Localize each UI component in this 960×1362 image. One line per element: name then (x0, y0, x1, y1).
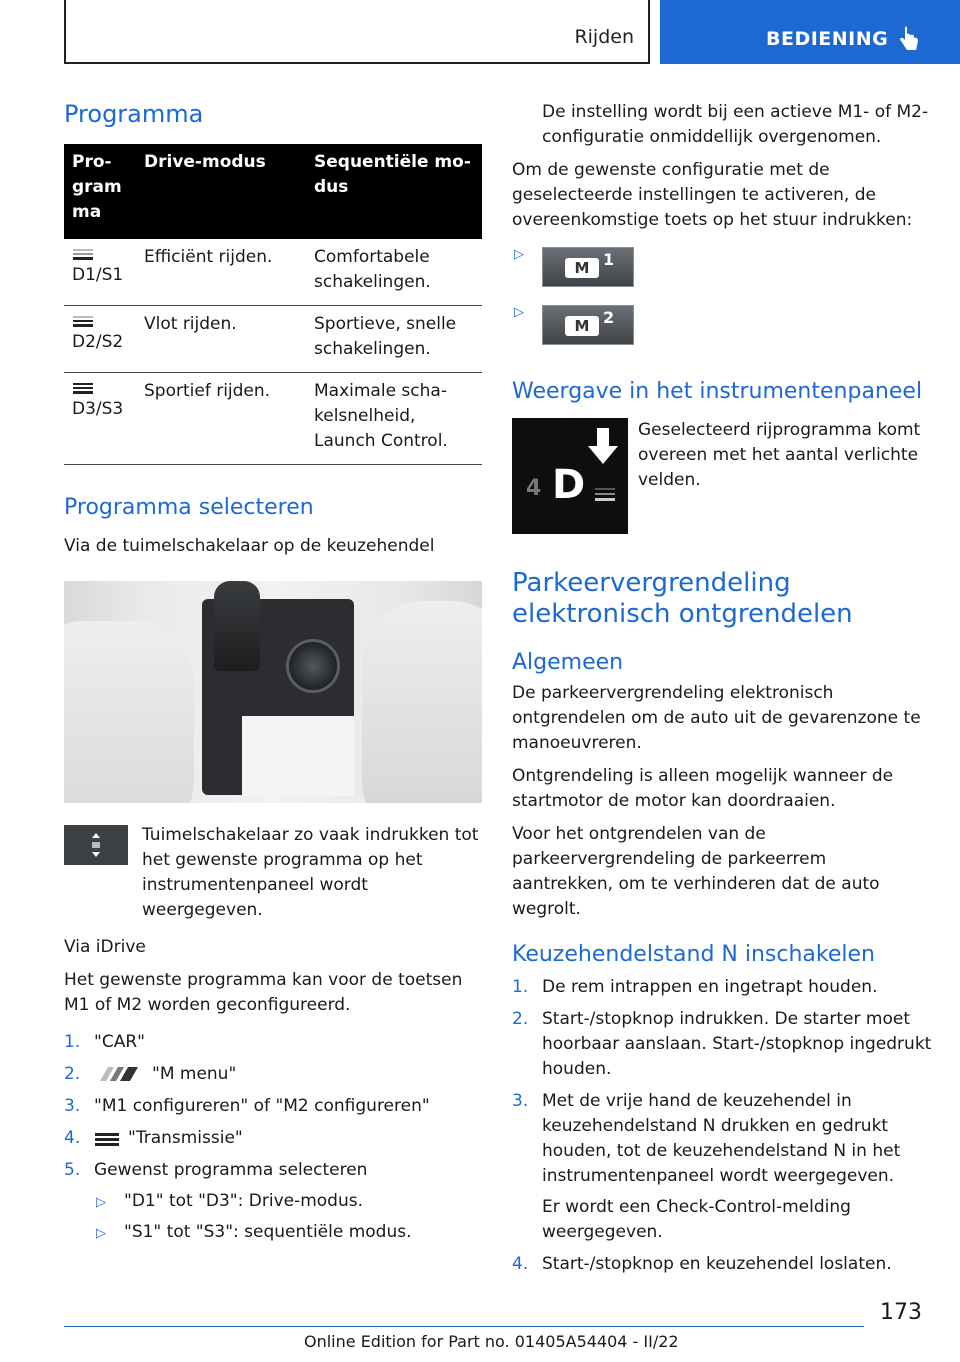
triangle-bullet-icon: ▷ (96, 1195, 106, 1210)
list-item: 2. "M menu" (64, 1064, 237, 1084)
general-paragraph-3: Voor het ontgrendelen van de parkeervergrendeling de parkeerrem aantrekken, om te verhinderen dat de auto wegrolt. (512, 824, 880, 919)
section-heading-neutral: Keuzehendelstand N inschakelen (512, 942, 875, 967)
header-section-title: Rijden (574, 26, 634, 48)
program-level-3-icon (72, 379, 94, 395)
check-control-note: Er wordt een Check-Control-melding weergegeven. (542, 1197, 851, 1242)
rocker-switch-icon (64, 825, 128, 865)
program-table (64, 144, 482, 465)
triangle-bullet-icon: ▷ (514, 247, 524, 262)
section-heading-general: Algemeen (512, 650, 624, 675)
program-level-icon (594, 484, 616, 502)
transmission-icon (94, 1129, 120, 1147)
program-cell (64, 239, 136, 306)
left-column (64, 100, 482, 1252)
m1-button-row (512, 247, 932, 293)
list-item: 3. Met de vrije hand de keuzehendel in keuzehendelstand N drukken en gedrukt houden, tot de keuzehendelstand N in het instrumentenpaneel wordt weergegeven. Er wordt een Check-Control-melding weergegeven. (512, 1089, 932, 1245)
sequential-cell: Comfortabele schakelingen. (306, 239, 482, 306)
footer-divider (64, 1326, 864, 1327)
config-intro-text: De instelling wordt bij een actieve M1- of M2-configuratie onmiddellijk overgenomen. (542, 102, 929, 147)
sequential-cell: Maximale scha- kelsnelheid, Launch Control. (306, 373, 482, 465)
display-block (512, 418, 932, 544)
section-heading-programma: Programma (64, 100, 204, 128)
general-paragraph-1: De parkeervergrendeling elektronisch ontgrendelen om de auto uit de gevarenzone te manoeuvreren. (512, 683, 921, 753)
m-stripes-icon (94, 1065, 144, 1083)
drive-cell: Efficiënt rijden. (136, 239, 306, 306)
right-column (512, 100, 932, 1284)
triangle-bullet-icon: ▷ (96, 1226, 106, 1241)
table-header-drive: Drive-modus (136, 144, 306, 239)
drive-cell: Sportief rijden. (136, 373, 306, 465)
list-item: 2. Start-/stopknop indrukken. De starter moet hoorbaar aanslaan. Start-/stopknop ingedrukt houden. (512, 1009, 932, 1079)
section-heading-select: Programma selecteren (64, 495, 314, 520)
list-item: 1. "CAR" (64, 1032, 145, 1052)
list-item: ▷ "D1" tot "D3": Drive-modus. (94, 1189, 482, 1214)
program-level-1-icon (72, 245, 94, 261)
idrive-controller-knob (286, 639, 340, 693)
table-header-sequential: Sequentiële mo- dus (306, 144, 482, 239)
activate-text: Om de gewenste configuratie met de geselecteerde instellingen te activeren, de overeenkomstige toets op het stuur indrukken: (512, 160, 913, 230)
hand-pointer-icon (896, 26, 920, 54)
triangle-bullet-icon: ▷ (514, 305, 524, 320)
footer-edition: Online Edition for Part no. 01405A54404 - II/22 (304, 1332, 679, 1351)
list-item: 4. Start-/stopknop en keuzehendel loslaten. (512, 1254, 892, 1274)
gear-selector-lever (214, 581, 260, 671)
list-item: 4. "Transmissie" (64, 1128, 243, 1148)
display-text: Geselecteerd rijprogramma komt overeen met het aantal verlichte velden. (638, 420, 921, 490)
idrive-steps (64, 1030, 482, 1245)
rocker-instruction (64, 823, 482, 923)
table-header-row (64, 144, 482, 239)
drive-cell: Vlot rijden. (136, 306, 306, 373)
neutral-steps (512, 975, 932, 1277)
program-label: D1/S1 (72, 265, 124, 285)
console-photo (64, 581, 482, 803)
sequential-cell: Sportieve, snelle schakelingen. (306, 306, 482, 373)
table-row (64, 306, 482, 373)
arrow-down-icon (588, 428, 618, 468)
header-chapter-tab (660, 0, 960, 64)
program-cell (64, 306, 136, 373)
instrument-cluster-image (512, 418, 628, 534)
m1-steering-button: M 1 (542, 247, 634, 287)
program-label: D2/S2 (72, 332, 124, 352)
cluster-previous-gear: 4 (526, 476, 542, 501)
list-item: 1. De rem intrappen en ingetrapt houden. (512, 977, 878, 997)
rocker-subheading: Via de tuimelschakelaar op de keuzehendel (64, 536, 435, 556)
program-level-2-icon (72, 312, 94, 328)
section-heading-display: Weergave in het instrumentenpaneel (512, 379, 923, 404)
header-section-box (64, 0, 650, 64)
header-chapter-title: BEDIENING (766, 28, 889, 50)
rocker-text: Tuimelschakelaar zo vaak indrukken tot het gewenste programma op het instrumentenpaneel wordt weergegeven. (142, 825, 479, 920)
program-label: D3/S3 (72, 399, 124, 419)
page-number: 173 (880, 1300, 922, 1325)
general-paragraph-2: Ontgrendeling is alleen mogelijk wanneer de startmotor de motor kan doordraaien. (512, 766, 894, 811)
m2-button-row (512, 305, 932, 351)
cluster-gear: D (552, 462, 586, 508)
section-heading-park: Parkeervergrendeling elektronisch ontgrendelen (512, 568, 853, 629)
table-row (64, 239, 482, 306)
list-item: 3. "M1 configureren" of "M2 configureren" (64, 1096, 430, 1116)
list-item: ▷ "S1" tot "S3": sequentiële modus. (94, 1220, 482, 1245)
m2-steering-button: M 2 (542, 305, 634, 345)
table-row (64, 373, 482, 465)
idrive-text: Het gewenste programma kan voor de toetsen M1 of M2 worden geconfigureerd. (64, 970, 463, 1015)
idrive-subheading: Via iDrive (64, 937, 146, 957)
program-options (94, 1189, 482, 1245)
table-header-program: Pro- gram ma (64, 144, 136, 239)
list-item: 5. Gewenst programma selecteren ▷ "D1" tot "D3": Drive-modus. ▷ "S1" tot "S3": sequentiële modus. (64, 1158, 482, 1245)
program-cell (64, 373, 136, 465)
